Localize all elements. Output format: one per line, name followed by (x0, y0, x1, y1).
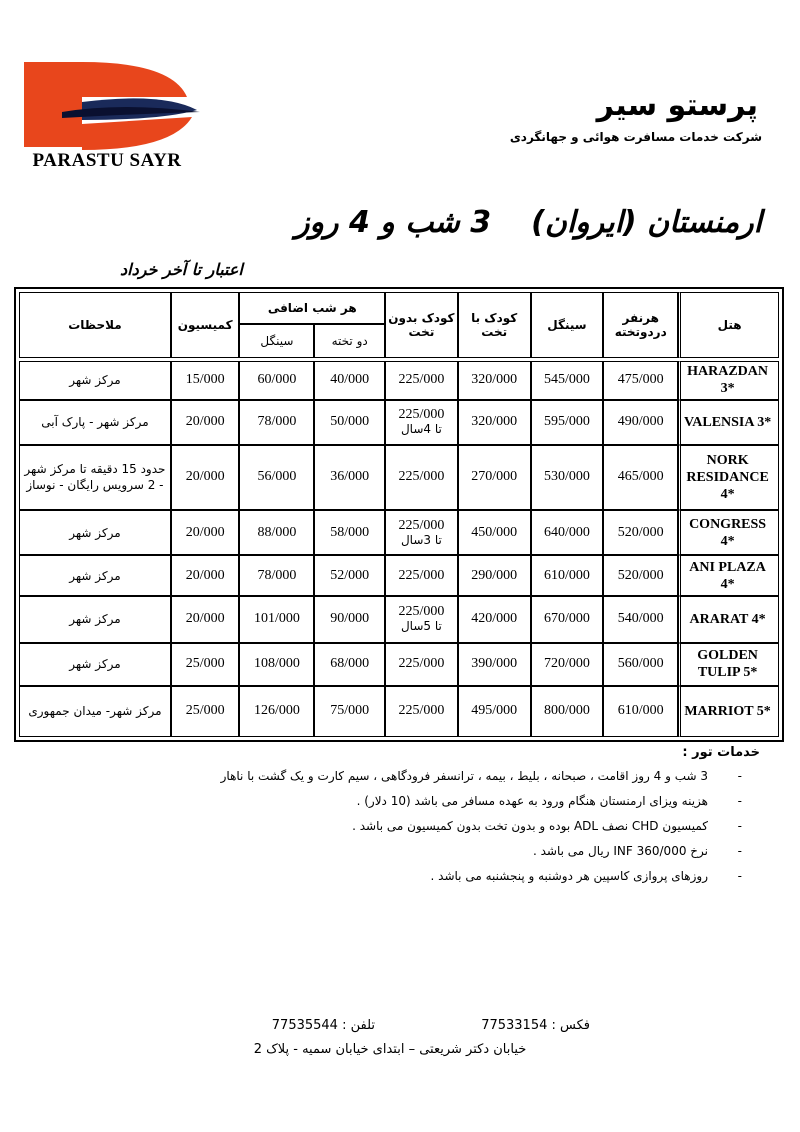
header-commission: کمیسیون (171, 292, 240, 358)
table-row (19, 596, 779, 643)
price-child-bed: 390/000 (458, 643, 531, 686)
price-extra-double: 50/000 (314, 400, 385, 445)
price-single: 595/000 (531, 400, 604, 445)
price-double: 560/000 (603, 643, 678, 686)
commission-value: 25/000 (171, 686, 240, 737)
company-name: پرستو سیر (596, 88, 758, 123)
price-extra-single: 108/000 (239, 643, 314, 686)
header-double: هرنفر دردوتخته (603, 292, 678, 358)
notes-cell: مرکز شهر (19, 643, 171, 686)
contact-fax: فکس : 77533154 (481, 1018, 590, 1033)
price-extra-double: 68/000 (314, 643, 385, 686)
commission-value: 20/000 (171, 555, 240, 596)
child-age-limit: تا 4سال (400, 422, 442, 437)
list-item (40, 814, 760, 839)
commission-value: 20/000 (171, 445, 240, 510)
price-double: 465/000 (603, 445, 678, 510)
notes-cell: مرکز شهر- میدان جمهوری (19, 686, 171, 737)
service-text: روزهای پروازی کاسپین هر دوشنبه و پنجشنبه می باشد . (430, 869, 708, 883)
hotel-name: GOLDEN TULIP 5* (678, 643, 779, 686)
trip-destination: ارمنستان (ایروان) (531, 205, 762, 240)
bullet-dash: - (737, 819, 742, 833)
price-extra-double: 58/000 (314, 510, 385, 555)
price-single: 545/000 (531, 361, 604, 400)
price-table (14, 287, 784, 742)
bullet-dash: - (737, 794, 742, 808)
hotel-name: CONGRESS 4* (678, 510, 779, 555)
list-item (40, 864, 760, 889)
service-text: هزینه ویزای ارمنستان هنگام ورود به عهده مسافر می باشد (10 دلار) . (356, 794, 708, 808)
notes-cell: مرکز شهر - پارک آبی (19, 400, 171, 445)
price-single: 640/000 (531, 510, 604, 555)
price-child-nobed: 225/000 (385, 555, 458, 596)
header-extra-double: دو تخته (314, 324, 385, 358)
header-extra-single: سینگل (239, 324, 314, 358)
notes-cell: مرکز شهر (19, 510, 171, 555)
price-extra-double: 40/000 (314, 361, 385, 400)
header-hotel: هتل (678, 292, 779, 358)
price-extra-single: 56/000 (239, 445, 314, 510)
hotel-name: MARRIOT 5* (678, 686, 779, 737)
price-child-bed: 290/000 (458, 555, 531, 596)
notes-cell: مرکز شهر (19, 555, 171, 596)
list-item (40, 789, 760, 814)
price-extra-double: 36/000 (314, 445, 385, 510)
price-double: 520/000 (603, 510, 678, 555)
contact-phone: تلفن : 77535544 (271, 1018, 375, 1033)
price-child-bed: 420/000 (458, 596, 531, 643)
header-single: سینگل (531, 292, 604, 358)
price-extra-single: 101/000 (239, 596, 314, 643)
price-extra-single: 78/000 (239, 555, 314, 596)
price-child-bed: 450/000 (458, 510, 531, 555)
price-child-nobed: 225/000 (385, 361, 458, 400)
notes-cell: مرکز شهر (19, 596, 171, 643)
table-row (19, 510, 779, 555)
bullet-dash: - (737, 869, 742, 883)
child-age-limit: تا 5سال (400, 619, 442, 634)
price-child-bed: 320/000 (458, 361, 531, 400)
price-child-nobed (385, 596, 458, 643)
hotel-name: ARARAT 4* (678, 596, 779, 643)
notes-cell: حدود 15 دقیقه تا مرکز شهر - 2 سرویس رایگان - نوساز (19, 445, 171, 510)
commission-value: 20/000 (171, 596, 240, 643)
price-extra-single: 88/000 (239, 510, 314, 555)
table-row (19, 361, 779, 400)
child-age-limit: تا 3سال (400, 532, 442, 547)
price-child-bed: 495/000 (458, 686, 531, 737)
price-double: 475/000 (603, 361, 678, 400)
price-double: 610/000 (603, 686, 678, 737)
table-row (19, 445, 779, 510)
price-double: 540/000 (603, 596, 678, 643)
header-notes: ملاحظات (19, 292, 171, 358)
commission-value: 20/000 (171, 400, 240, 445)
price-child-nobed: 225/000 (385, 643, 458, 686)
logo-text: PARASTU SAYR (32, 150, 182, 171)
tour-services (40, 745, 760, 889)
price-extra-single: 126/000 (239, 686, 314, 737)
trip-duration: 3 شب و 4 روز (295, 205, 492, 240)
price-child-nobed (385, 400, 458, 445)
bullet-dash: - (737, 844, 742, 858)
child-nobed-price: 225/000 (398, 407, 445, 423)
header-extra-night: هر شب اضافی (239, 292, 385, 324)
price-extra-single: 78/000 (239, 400, 314, 445)
hotel-name: NORK RESIDANCE 4* (678, 445, 779, 510)
services-title: خدمات تور : (682, 745, 760, 760)
price-extra-double: 52/000 (314, 555, 385, 596)
service-text: نرخ INF 360/000 ریال می باشد . (533, 844, 708, 858)
price-child-bed: 320/000 (458, 400, 531, 445)
company-tagline: شرکت خدمات مسافرت هوائی و جهانگردی (509, 130, 762, 144)
list-item (40, 839, 760, 864)
list-item (40, 764, 760, 789)
commission-value: 20/000 (171, 510, 240, 555)
service-text: 3 شب و 4 روز اقامت ، صبحانه ، بلیط ، بیمه ، ترانسفر فرودگاهی ، سیم کارت و یک گشت با ناهار (220, 769, 708, 783)
price-single: 610/000 (531, 555, 604, 596)
commission-value: 25/000 (171, 643, 240, 686)
price-child-bed: 270/000 (458, 445, 531, 510)
price-single: 530/000 (531, 445, 604, 510)
trip-title (295, 205, 762, 240)
hotel-name: HARAZDAN 3* (678, 361, 779, 400)
validity-note: اعتبار تا آخر خرداد (120, 260, 243, 279)
commission-value: 15/000 (171, 361, 240, 400)
price-single: 670/000 (531, 596, 604, 643)
service-text: کمیسیون CHD نصف ADL بوده و بدون تخت بدون کمیسیون می باشد . (352, 819, 708, 833)
header-child-nobed: کودک بدون تخت (385, 292, 458, 358)
price-single: 720/000 (531, 643, 604, 686)
price-child-nobed: 225/000 (385, 686, 458, 737)
table-row (19, 400, 779, 445)
contact-address: خیابان دکتر شریعتی – ابتدای خیابان سمیه - پلاک 2 (253, 1042, 527, 1057)
price-extra-double: 90/000 (314, 596, 385, 643)
hotel-name: ANI PLAZA 4* (678, 555, 779, 596)
price-single: 800/000 (531, 686, 604, 737)
child-nobed-price: 225/000 (398, 517, 445, 533)
table-row (19, 643, 779, 686)
price-extra-single: 60/000 (239, 361, 314, 400)
price-extra-double: 75/000 (314, 686, 385, 737)
notes-cell: مرکز شهر (19, 361, 171, 400)
hotel-name: VALENSIA 3* (678, 400, 779, 445)
price-child-nobed (385, 510, 458, 555)
price-double: 520/000 (603, 555, 678, 596)
table-row (19, 686, 779, 737)
table-row (19, 555, 779, 596)
child-nobed-price: 225/000 (398, 604, 445, 620)
bullet-dash: - (737, 769, 742, 783)
header-child-bed: کودک با تخت (458, 292, 531, 358)
price-child-nobed: 225/000 (385, 445, 458, 510)
price-double: 490/000 (603, 400, 678, 445)
